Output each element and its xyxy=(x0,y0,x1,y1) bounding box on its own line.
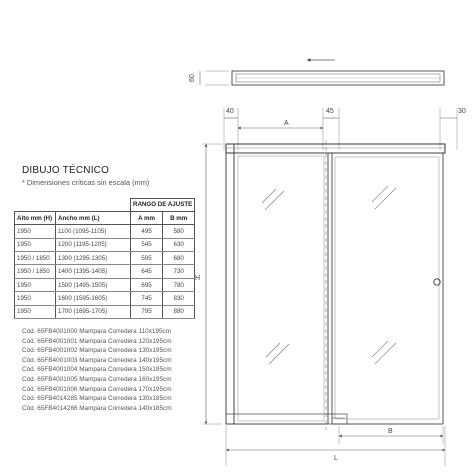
drawing-subtitle: * Dimensiones críticas sin escala (mm) xyxy=(22,178,150,187)
range-header: RANGO DE AJUSTE xyxy=(131,199,195,212)
dimension-b-label: B xyxy=(388,428,393,435)
top-profile-view xyxy=(189,60,444,85)
list-item: Cód. 65FB4001002 Mampara Corredera 130x195cm xyxy=(22,347,172,355)
left-overhang-label: 40 xyxy=(226,108,234,115)
cell-b: 680 xyxy=(163,252,195,265)
list-item: Cód. 65FB4014286 Mampara Corredera 140x185cm xyxy=(22,404,172,412)
list-item: Cód. 65FB4001000 Mampara Corredera 110x195cm xyxy=(22,328,172,335)
cell-b: 630 xyxy=(163,238,195,251)
list-item: Cód. 65FB4001003 Mampara Corredera 140x195cm xyxy=(22,356,172,364)
cell-b: 830 xyxy=(163,292,195,305)
cell-a: 545 xyxy=(131,238,163,251)
list-item: Cód. 65FB4001005 Mampara Corredera 160x195cm xyxy=(22,375,172,383)
cell-b: 880 xyxy=(163,305,195,318)
cell-b: 580 xyxy=(163,225,195,238)
table-row xyxy=(15,278,195,291)
cell-height: 1950 xyxy=(15,225,56,238)
dimension-a-label: A xyxy=(284,120,289,127)
cell-width: 1200 (1195-1205) xyxy=(56,238,131,251)
cell-width: 1400 (1395-1405) xyxy=(56,265,131,278)
height-label: H xyxy=(195,275,201,282)
cell-width: 1300 (1295-1305) xyxy=(56,252,131,265)
header-width: Ancho mm (L) xyxy=(56,211,131,224)
header-height: Alto mm (H) xyxy=(15,211,56,224)
cell-height: 1950 xyxy=(15,305,56,318)
header-b: B mm xyxy=(163,211,195,224)
drawing-title: DIBUJO TÉCNICO xyxy=(22,165,110,176)
cell-height: 1950 xyxy=(15,292,56,305)
profile-depth-label: 60 xyxy=(189,74,196,82)
table-row xyxy=(15,265,195,278)
cell-width: 1500 (1495-1505) xyxy=(56,278,131,291)
list-item: Cód. 65FB4001004 Mampara Corredera 150x195cm xyxy=(22,366,172,374)
cell-b: 730 xyxy=(163,265,195,278)
cell-width: 1600 (1595-1605) xyxy=(56,292,131,305)
cell-a: 495 xyxy=(131,225,163,238)
cell-height: 1950 xyxy=(15,278,56,291)
table-row xyxy=(15,252,195,265)
table-row xyxy=(15,225,195,238)
table-header-row xyxy=(15,211,195,224)
table-row xyxy=(15,305,195,318)
cell-height: 1950 / 1850 xyxy=(15,265,56,278)
height-dimension xyxy=(195,144,222,424)
cell-width: 1100 (1095-1105) xyxy=(56,225,131,238)
list-item: Cód. 65FB4001001 Mampara Corredera 120x195cm xyxy=(22,337,172,345)
bottom-dimensions xyxy=(226,426,445,466)
cell-a: 745 xyxy=(131,292,163,305)
table-row xyxy=(15,292,195,305)
cell-height: 1950 / 1850 xyxy=(15,252,56,265)
cell-a: 795 xyxy=(131,305,163,318)
cell-a: 595 xyxy=(131,252,163,265)
header-a: A mm xyxy=(131,211,163,224)
front-view xyxy=(226,140,445,430)
cell-height: 1950 xyxy=(15,238,56,251)
table-row xyxy=(15,238,195,251)
list-item: Cód. 65FB4001006 Mampara Corredera 170x195cm xyxy=(22,385,172,393)
dimensions-table xyxy=(14,198,195,319)
cell-width: 1700 (1695-1705) xyxy=(56,305,131,318)
dimension-l-label: L xyxy=(334,455,338,462)
cell-a: 645 xyxy=(131,265,163,278)
product-codes-list xyxy=(22,327,172,413)
right-overhang-label: 30 xyxy=(458,108,466,115)
cell-a: 695 xyxy=(131,278,163,291)
cell-b: 780 xyxy=(163,278,195,291)
handle-offset-label: 45 xyxy=(326,108,334,115)
list-item: Cód. 65FB4014285 Mampara Corredera 130x185cm xyxy=(22,395,172,403)
